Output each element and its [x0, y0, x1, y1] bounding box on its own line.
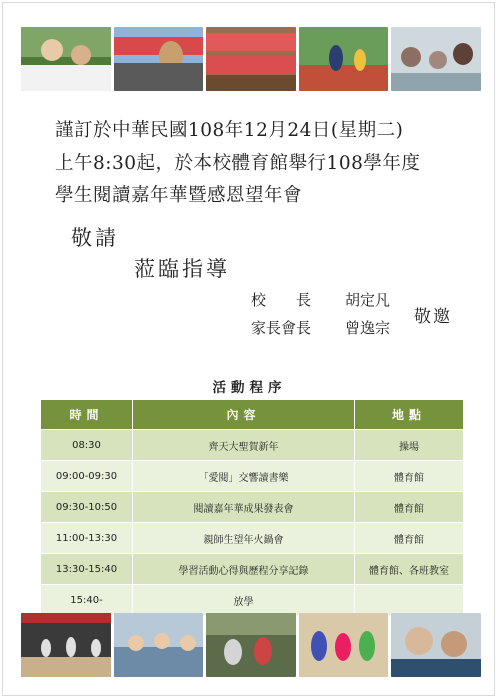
cell-place: 體育館、各班教室 — [355, 554, 464, 585]
table-row — [41, 585, 464, 616]
table-row — [41, 523, 464, 554]
cell-time: 08:30 — [41, 430, 133, 461]
table-row — [41, 461, 464, 492]
photo-students-assembly — [206, 27, 296, 91]
photo-stage-performance — [21, 613, 111, 677]
header-place: 地點 — [355, 400, 464, 430]
cell-time: 09:30-10:50 — [41, 492, 133, 523]
signer-principal-title: 校 長 — [251, 291, 312, 309]
photo-award-ceremony — [206, 613, 296, 677]
schedule-title: 活動程序 — [212, 380, 287, 396]
table-row — [41, 492, 464, 523]
cell-content: 放學 — [133, 585, 355, 616]
schedule-table — [40, 399, 464, 616]
cell-content: 「愛閱」交響讀書樂 — [133, 461, 355, 492]
cell-time: 09:00-09:30 — [41, 461, 133, 492]
photo-teachers-students — [391, 613, 481, 677]
cell-content: 親師生望年火鍋會 — [133, 523, 355, 554]
table-row — [41, 430, 464, 461]
photo-children-reading — [21, 27, 111, 91]
photo-tents-costume — [114, 27, 204, 91]
signer-pta-name: 曾逸宗 — [345, 319, 391, 337]
photo-group-gym — [114, 613, 204, 677]
schedule-header-row — [41, 400, 464, 430]
photo-students-stage — [299, 613, 389, 677]
closing-invite: 敬邀 — [414, 307, 452, 327]
cell-place: 體育館 — [355, 492, 464, 523]
invitation-date-line: 謹訂於中華民國108年12月24日(星期二) — [55, 120, 404, 141]
cell-place: 操場 — [355, 430, 464, 461]
table-row — [41, 554, 464, 585]
respect-guidance: 蒞臨指導 — [134, 257, 230, 281]
top-photo-strip — [21, 27, 481, 91]
signer-pta-title: 家長會長 — [251, 319, 312, 337]
cell-place: 體育館 — [355, 461, 464, 492]
cell-time: 15:40- — [41, 585, 133, 616]
cell-place — [355, 585, 464, 616]
cell-content: 齊天大聖賀新年 — [133, 430, 355, 461]
respect-please: 敬請 — [71, 226, 119, 250]
cell-time: 13:30-15:40 — [41, 554, 133, 585]
signer-principal-name: 胡定凡 — [345, 291, 391, 309]
photo-classroom-group — [391, 27, 481, 91]
bottom-photo-strip — [21, 613, 481, 677]
invitation-venue-line: 上午8:30起，於本校體育館舉行108學年度 — [55, 153, 421, 174]
header-time: 時間 — [41, 400, 133, 430]
photo-sports-track — [299, 27, 389, 91]
cell-time: 11:00-13:30 — [41, 523, 133, 554]
header-content: 內容 — [133, 400, 355, 430]
cell-content: 閱讀嘉年華成果發表會 — [133, 492, 355, 523]
cell-content: 學習活動心得與歷程分享記錄 — [133, 554, 355, 585]
cell-place: 體育館 — [355, 523, 464, 554]
invitation-event-name: 學生閱讀嘉年華暨感恩望年會 — [55, 185, 303, 206]
